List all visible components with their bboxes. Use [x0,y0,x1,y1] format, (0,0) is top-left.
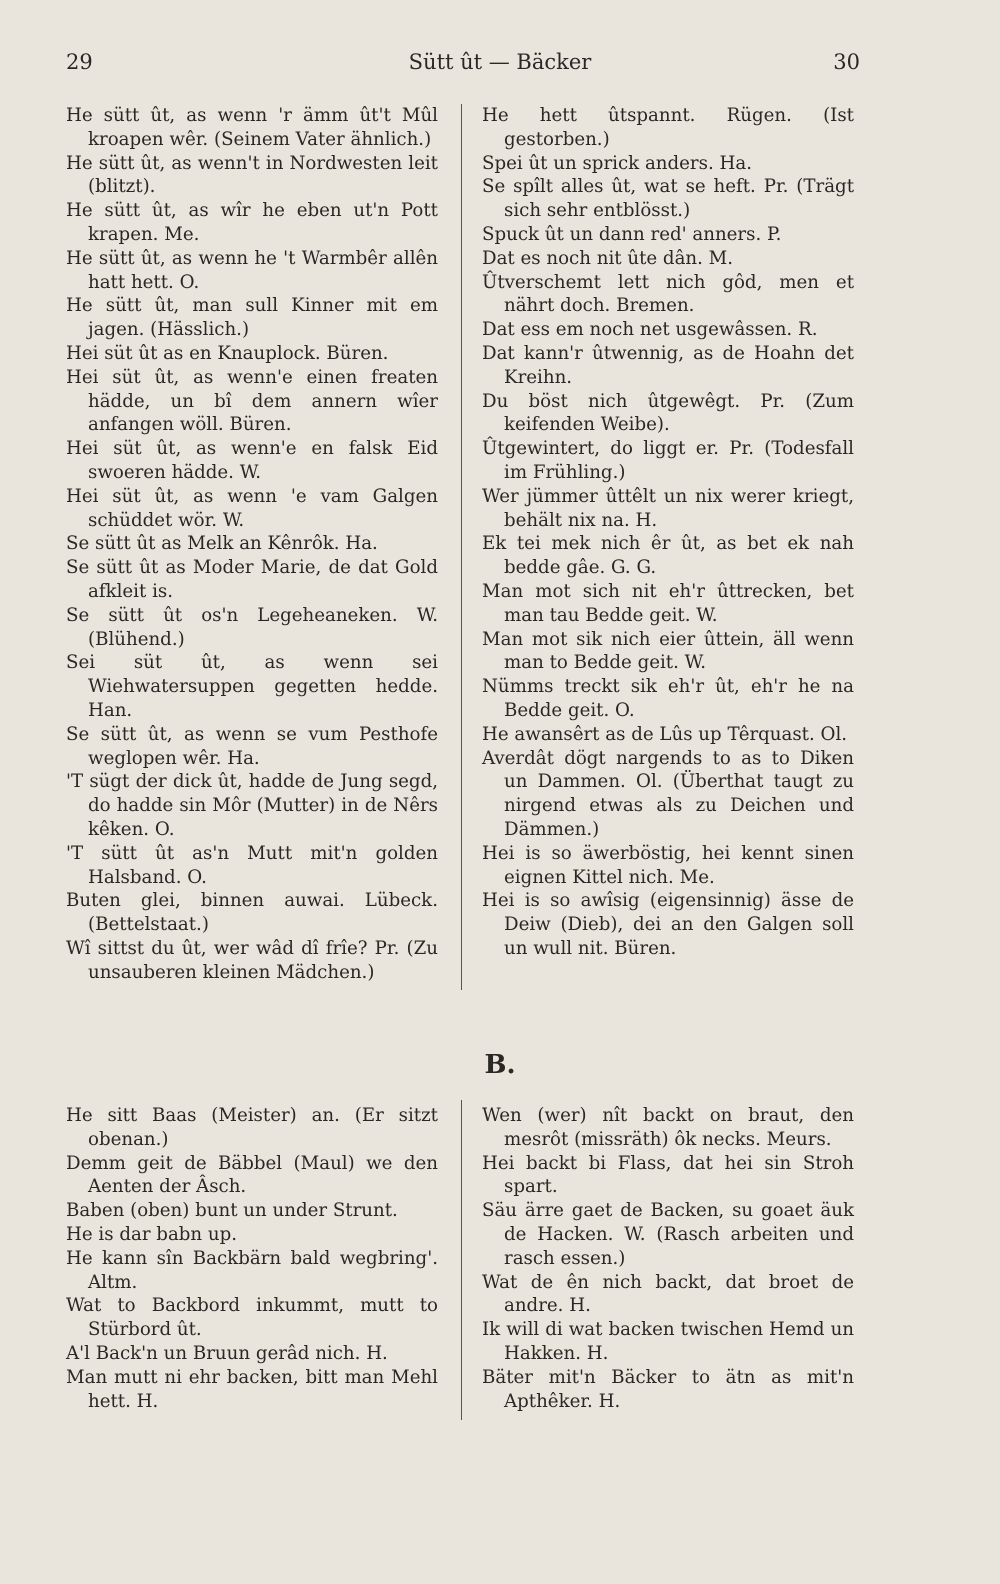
proverb-entry: Man mot sik nich eier ûttein, äll wenn man to Bedde geit. W. [482,628,854,674]
proverb-entry: Bäter mit'n Bäcker to ätn as mit'n Apthêker. H. [482,1366,854,1412]
proverb-entry: Nümms treckt sik eh'r ût, eh'r he na Bedde geit. O. [482,676,854,721]
proverb-entry: Ik will di wat backen twischen Hemd un Hakken. H. [482,1319,854,1364]
proverb-entry: Spuck ût un dann red' anners. P. [482,223,782,245]
proverb-entry: 'T sügt der dick ût, hadde de Jung segd, do hadde sin Môr (Mutter) in de Nêrs kêken. O. [66,771,438,840]
proverb-entry: Se sütt ût, as wenn se vum Pesthofe weglopen wêr. Ha. [66,723,438,769]
proverb-entry: Wat to Backbord inkummt, mutt to Stürbord ût. [66,1295,438,1341]
proverb-entry: Sei süt ût, as wenn sei Wiehwatersuppen gegetten hedde. Han. [66,652,438,721]
page-header [0,50,1000,82]
proverb-entry: A'l Back'n un Bruun gerâd nich. H. [66,1342,388,1364]
proverb-entry: Man mot sich nit eh'r ûttrecken, bet man tau Bedde geit. W. [482,580,854,626]
proverb-entry: Man mutt ni ehr backen, bitt man Mehl hett. H. [66,1366,438,1412]
proverb-entry: He sütt ût, as wenn he 't Warmbêr allên hatt hett. O. [66,247,438,293]
proverb-entry: He hett ûtspannt. Rügen. (Ist gestorben.) [482,105,854,150]
proverb-entry: Du böst nich ûtgewêgt. Pr. (Zum keifenden Weibe). [482,390,854,436]
proverb-entry: Se sütt ût as Moder Marie, de dat Gold afkleit is. [66,557,438,602]
proverb-entry: He awansêrt as de Lûs up Têrquast. Ol. [482,723,848,745]
proverb-entry: Ûtgewintert, do liggt er. Pr. (Todesfall im Frühling.) [482,438,854,483]
proverb-entry: Hei süt ût as en Knauplock. Büren. [66,342,389,364]
proverb-entry: Spei ût un sprick anders. Ha. [482,152,752,174]
proverb-entry: He sitt Baas (Meister) an. (Er sitzt obenan.) [66,1105,438,1150]
proverb-entry: Säu ärre gaet de Backen, su goaet äuk de Hacken. W. (Rasch arbeiten und rasch essen.) [482,1200,854,1269]
proverb-entry: Hei backt bi Flass, dat hei sin Stroh spart. [482,1152,854,1198]
proverb-entry: Se spîlt alles ût, wat se heft. Pr. (Trägt sich sehr entblösst.) [482,176,854,222]
proverb-entry: Hei is so äwerböstig, hei kennt sinen eignen Kittel nich. Me. [482,842,854,888]
proverb-entry: Wat de ên nich backt, dat broet de andre. H. [482,1271,854,1317]
proverb-entry: He sütt ût, as wenn 'r ämm ût't Mûl kroapen wêr. (Seinem Vater ähnlich.) [66,105,438,150]
column-divider-bottom [461,1100,462,1420]
bottom-right-column [482,1104,854,1413]
running-title: Sütt ût — Bäcker [408,50,592,74]
bottom-left-column [66,1104,438,1413]
proverb-entry: He kann sîn Backbärn bald wegbring'. Altm. [66,1247,438,1293]
proverb-entry: Ûtverschemt lett nich gôd, men et nährt doch. Bremen. [482,271,854,317]
proverb-entry: Se sütt ût os'n Legeheaneken. W. (Blühend.) [66,604,438,650]
proverb-entry: Dat ess em noch net usgewâssen. R. [482,319,818,341]
proverb-entry: Demm geit de Bäbbel (Maul) we den Aenten der Âsch. [66,1152,438,1198]
proverb-entry: Hei is so awîsig (eigensinnig) ässe de Deiw (Dieb), dei an den Galgen soll un wull nit. Büren. [482,890,854,959]
proverb-entry: Wen (wer) nît backt on braut, den mesrôt (missräth) ôk necks. Meurs. [482,1105,854,1150]
proverb-entry: Baben (oben) bunt un under Strunt. [66,1200,398,1222]
proverb-entry: He sütt ût, as wenn't in Nordwesten leit (blitzt). [66,152,438,198]
top-left-column [66,104,438,984]
proverb-entry: He sütt ût, man sull Kinner mit em jagen. (Hässlich.) [66,295,438,341]
section-letter: B. [484,1050,516,1080]
proverb-entry: 'T sütt ût as'n Mutt mit'n golden Halsband. O. [66,842,438,888]
proverb-entry: He is dar babn up. [66,1223,238,1245]
proverb-entry: Se sütt ût as Melk an Kênrôk. Ha. [66,533,378,555]
proverb-entry: Buten glei, binnen auwai. Lübeck. (Bettelstaat.) [66,890,438,936]
proverb-entry: Hei süt ût, as wenn'e en falsk Eid swoeren hädde. W. [66,438,438,483]
proverb-entry: Ek tei mek nich êr ût, as bet ek nah bedde gâe. G. G. [482,533,854,579]
proverb-entry: He sütt ût, as wîr he eben ut'n Pott krapen. Me. [66,200,438,245]
top-right-column [482,104,854,961]
column-divider-top [461,104,462,990]
proverb-entry: Hei süt ût, as wenn 'e vam Galgen schüddet wör. W. [66,485,438,531]
proverb-entry: Wer jümmer ûttêlt un nix werer kriegt, behält nix na. H. [482,485,854,531]
proverb-entry: Dat kann'r ûtwennig, as de Hoahn det Kreihn. [482,342,854,388]
proverb-entry: Dat es noch nit ûte dân. M. [482,247,734,269]
page-number-left: 29 [66,50,93,74]
proverb-entry: Hei süt ût, as wenn'e einen freaten hädde, un bî dem annern wîer anfangen wöll. Büren. [66,366,438,436]
page-number-right: 30 [833,50,860,74]
proverb-entry: Averdât dögt nargends to as to Diken un Dammen. Ol. (Überthat taugt zu nirgend etwas als zu Deichen und Dämmen.) [482,747,854,840]
proverb-entry: Wî sittst du ût, wer wâd dî frîe? Pr. (Zu unsauberen kleinen Mädchen.) [66,937,438,983]
